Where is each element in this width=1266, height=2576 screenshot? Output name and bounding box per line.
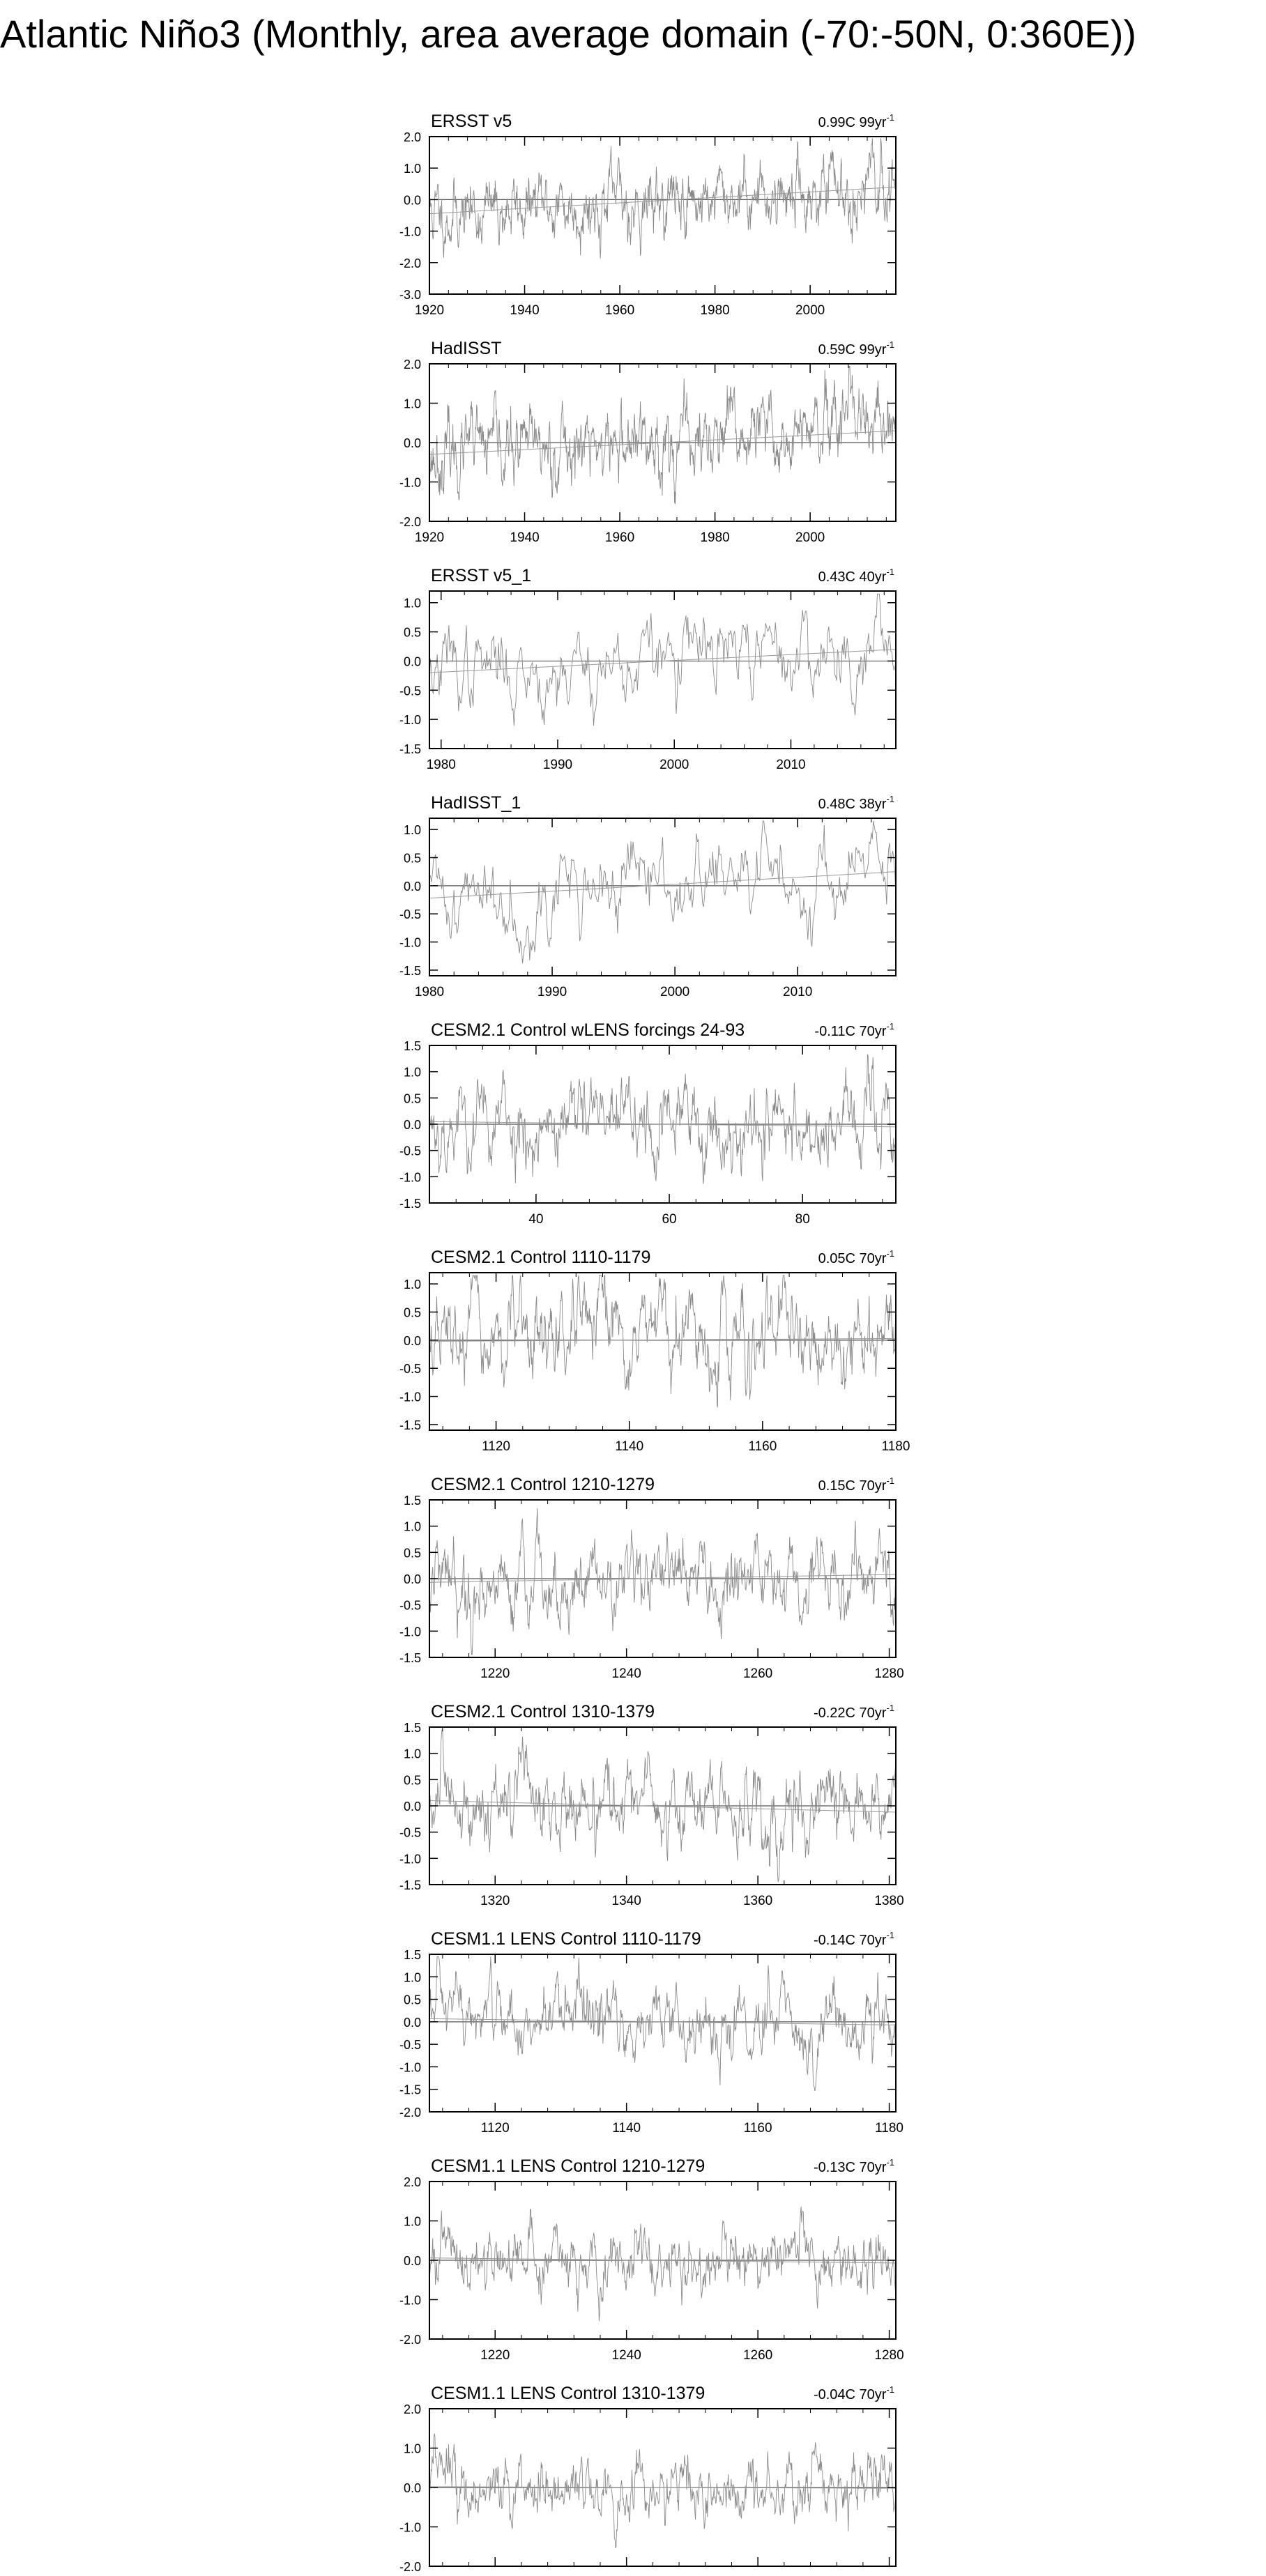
- x-tick-label: 1160: [743, 2121, 772, 2136]
- chart-panel-3: [399, 566, 896, 772]
- y-tick-label: 2.0: [403, 358, 421, 371]
- y-tick-label: 1.0: [403, 1519, 421, 1534]
- x-tick-label: 1280: [874, 1666, 904, 1681]
- trend-label: -0.11C $70yr^{-1}$: [814, 1021, 894, 1039]
- x-tick-label: 1240: [611, 2348, 641, 2363]
- y-tick-label: 1.0: [403, 2441, 421, 2456]
- x-tick-label: 2000: [795, 303, 825, 318]
- chart-panel-5: [399, 1020, 896, 1227]
- trend-label: 0.43C $40yr^{-1}$: [818, 567, 894, 585]
- x-tick-label: 2000: [659, 985, 690, 999]
- chart-panel-4: [399, 793, 896, 999]
- y-tick-label: -1.0: [399, 224, 421, 239]
- y-tick-label: 0.0: [403, 879, 421, 894]
- y-tick-label: -1.5: [399, 1878, 421, 1892]
- chart-panel-9: [399, 1929, 903, 2136]
- y-tick-label: 1.5: [403, 1494, 421, 1508]
- x-tick-label: 1140: [612, 2121, 641, 2136]
- y-tick-label: -1.5: [399, 2083, 421, 2097]
- page-title: Atlantic Niño3 (Monthly, area average domain (-70:-50N, 0:360E)): [0, 12, 1136, 56]
- y-tick-label: 1.0: [403, 162, 421, 176]
- y-tick-label: -0.5: [399, 1144, 421, 1158]
- y-tick-label: 1.5: [403, 1039, 421, 1053]
- y-tick-label: 0.5: [403, 1091, 421, 1106]
- trend-label: -0.22C $70yr^{-1}$: [813, 1703, 894, 1721]
- series-line: [429, 821, 896, 963]
- trend-label: -0.14C $70yr^{-1}$: [813, 1930, 894, 1948]
- x-tick-label: 80: [795, 1212, 810, 1227]
- x-tick-label: 1160: [748, 1439, 777, 1454]
- x-tick-label: 1280: [874, 2348, 904, 2363]
- y-tick-label: -0.5: [399, 1362, 421, 1377]
- x-tick-label: 40: [528, 1212, 544, 1227]
- y-tick-label: -1.0: [399, 2520, 421, 2535]
- trend-label: -0.04C $70yr^{-1}$: [813, 2384, 894, 2402]
- y-tick-label: -1.0: [399, 1170, 421, 1185]
- chart-panel-2: [399, 339, 896, 545]
- y-tick-label: -2.0: [399, 515, 421, 529]
- x-tick-label: 1220: [480, 1666, 510, 1681]
- panel-title: CESM1.1 LENS Control 1310-1379: [431, 2384, 706, 2403]
- chart-panel-6: [399, 1248, 910, 1454]
- y-tick-label: 2.0: [403, 2402, 421, 2416]
- chart-panel-1: [399, 112, 896, 318]
- y-tick-label: -3.0: [399, 288, 421, 302]
- x-tick-label: 2000: [795, 530, 825, 545]
- y-tick-label: -1.0: [399, 1625, 421, 1639]
- y-tick-label: 1.0: [403, 2214, 421, 2229]
- chart-panel-11: [399, 2384, 904, 2576]
- x-tick-label: 1960: [604, 303, 635, 318]
- x-tick-label: 1180: [881, 1439, 910, 1454]
- y-tick-label: -1.5: [399, 742, 421, 756]
- x-tick-label: 2010: [776, 758, 806, 772]
- x-tick-label: 1920: [414, 303, 445, 318]
- y-tick-label: -1.0: [399, 2293, 421, 2308]
- plot-frame: [429, 591, 896, 749]
- x-tick-label: 1180: [875, 2121, 904, 2136]
- panel-title: CESM1.1 LENS Control 1110-1179: [431, 1929, 701, 1949]
- panel-title: CESM2.1 Control 1210-1279: [431, 1475, 655, 1494]
- y-tick-label: -0.5: [399, 1598, 421, 1613]
- x-tick-label: 1360: [742, 1894, 773, 1908]
- panel-title: ERSST v5: [431, 112, 512, 131]
- y-tick-label: 0.5: [403, 1993, 421, 2007]
- trend-label: 0.59C $99yr^{-1}$: [818, 339, 894, 358]
- y-tick-label: 1.0: [403, 1970, 421, 1985]
- series-line: [429, 594, 896, 726]
- x-tick-label: 1260: [742, 2348, 773, 2363]
- y-tick-label: -1.5: [399, 1197, 421, 1211]
- y-tick-label: -2.0: [399, 2333, 421, 2347]
- x-tick-label: 1980: [414, 985, 445, 999]
- y-tick-label: 0.0: [403, 436, 421, 450]
- y-tick-label: 2.0: [403, 130, 421, 144]
- plot-frame: [429, 137, 896, 294]
- y-tick-label: -2.0: [399, 2106, 421, 2119]
- trend-label: 0.48C $38yr^{-1}$: [818, 794, 894, 812]
- y-tick-label: -1.5: [399, 1651, 421, 1665]
- trend-label: -0.13C $70yr^{-1}$: [813, 2157, 894, 2175]
- y-tick-label: -1.0: [399, 713, 421, 728]
- y-tick-label: 0.0: [403, 2015, 421, 2030]
- y-tick-label: 0.0: [403, 654, 421, 669]
- y-tick-label: -1.0: [399, 2060, 421, 2075]
- x-tick-label: 1940: [510, 303, 540, 318]
- y-tick-label: 1.0: [403, 1747, 421, 1761]
- chart-panel-8: [399, 1702, 904, 1908]
- y-tick-label: 0.0: [403, 2481, 421, 2495]
- x-tick-label: 1120: [482, 1439, 511, 1454]
- y-tick-label: 0.5: [403, 1773, 421, 1788]
- x-tick-label: 1380: [874, 1894, 904, 1908]
- y-tick-label: 1.5: [403, 1948, 421, 1962]
- x-tick-label: 1220: [480, 2348, 510, 2363]
- y-tick-label: 1.5: [403, 1721, 421, 1735]
- series-line: [429, 366, 896, 505]
- y-tick-label: 1.0: [403, 596, 421, 611]
- panel-title: CESM2.1 Control wLENS forcings 24-93: [431, 1020, 745, 1040]
- plot-frame: [429, 1273, 896, 1430]
- panel-title: CESM2.1 Control 1310-1379: [431, 1702, 655, 1722]
- y-tick-label: -1.5: [399, 1418, 421, 1432]
- y-tick-label: 1.0: [403, 1065, 421, 1080]
- y-tick-label: 0.5: [403, 1305, 421, 1320]
- y-tick-label: 0.5: [403, 1546, 421, 1561]
- x-tick-label: 1320: [480, 1894, 510, 1908]
- y-tick-label: 0.0: [403, 193, 421, 208]
- trend-line: [429, 872, 896, 898]
- y-tick-label: -0.5: [399, 2038, 421, 2053]
- x-tick-label: 60: [662, 1212, 677, 1227]
- y-tick-label: 0.0: [403, 1800, 421, 1814]
- x-tick-label: 1120: [480, 2121, 510, 2136]
- y-tick-label: -1.0: [399, 1852, 421, 1866]
- trend-label: 0.15C $70yr^{-1}$: [818, 1475, 894, 1494]
- panel-title: HadISST_1: [431, 793, 521, 813]
- y-tick-label: 0.0: [403, 1118, 421, 1132]
- y-tick-label: 0.5: [403, 625, 421, 640]
- x-tick-label: 2000: [659, 758, 689, 772]
- x-tick-label: 1140: [615, 1439, 644, 1454]
- chart-panel-10: [399, 2156, 904, 2363]
- x-tick-label: 1240: [611, 1666, 641, 1681]
- y-tick-label: 2.0: [403, 2175, 421, 2189]
- x-tick-label: 1920: [414, 530, 445, 545]
- panel-title: HadISST: [431, 339, 502, 358]
- trend-label: 0.05C $70yr^{-1}$: [818, 1248, 894, 1266]
- series-line: [429, 2207, 896, 2321]
- x-tick-label: 1980: [426, 758, 456, 772]
- y-tick-label: 1.0: [403, 823, 421, 838]
- y-tick-label: -1.5: [399, 963, 421, 978]
- series-line: [429, 1055, 896, 1187]
- panel-title: CESM1.1 LENS Control 1210-1279: [431, 2156, 706, 2176]
- y-tick-label: -1.0: [399, 1390, 421, 1404]
- x-tick-label: 1960: [604, 530, 635, 545]
- x-tick-label: 1990: [537, 985, 567, 999]
- x-tick-label: 1980: [700, 303, 730, 318]
- y-tick-label: -2.0: [399, 256, 421, 270]
- y-tick-label: 1.0: [403, 1278, 421, 1292]
- x-tick-label: 1260: [742, 1666, 773, 1681]
- y-tick-label: 1.0: [403, 397, 421, 411]
- y-tick-label: -1.0: [399, 475, 421, 490]
- chart-panel-7: [399, 1475, 904, 1681]
- x-tick-label: 2010: [783, 985, 813, 999]
- y-tick-label: 0.0: [403, 2254, 421, 2268]
- x-tick-label: 1340: [611, 1894, 641, 1908]
- y-tick-label: 0.0: [403, 1572, 421, 1586]
- series-line: [429, 138, 896, 259]
- y-tick-label: -0.5: [399, 684, 421, 698]
- y-tick-label: -2.0: [399, 2560, 421, 2574]
- series-line: [429, 2433, 896, 2547]
- x-tick-label: 1980: [700, 530, 730, 545]
- y-tick-label: 0.5: [403, 851, 421, 866]
- panel-title: ERSST v5_1: [431, 566, 532, 585]
- y-tick-label: -0.5: [399, 907, 421, 922]
- y-tick-label: -1.0: [399, 935, 421, 950]
- y-tick-label: 0.0: [403, 1333, 421, 1348]
- y-tick-label: -0.5: [399, 1825, 421, 1840]
- panel-title: CESM2.1 Control 1110-1179: [431, 1248, 651, 1267]
- trend-label: 0.99C $99yr^{-1}$: [818, 112, 894, 130]
- series-line: [429, 1275, 896, 1407]
- x-tick-label: 1940: [510, 530, 540, 545]
- x-tick-label: 1990: [542, 758, 573, 772]
